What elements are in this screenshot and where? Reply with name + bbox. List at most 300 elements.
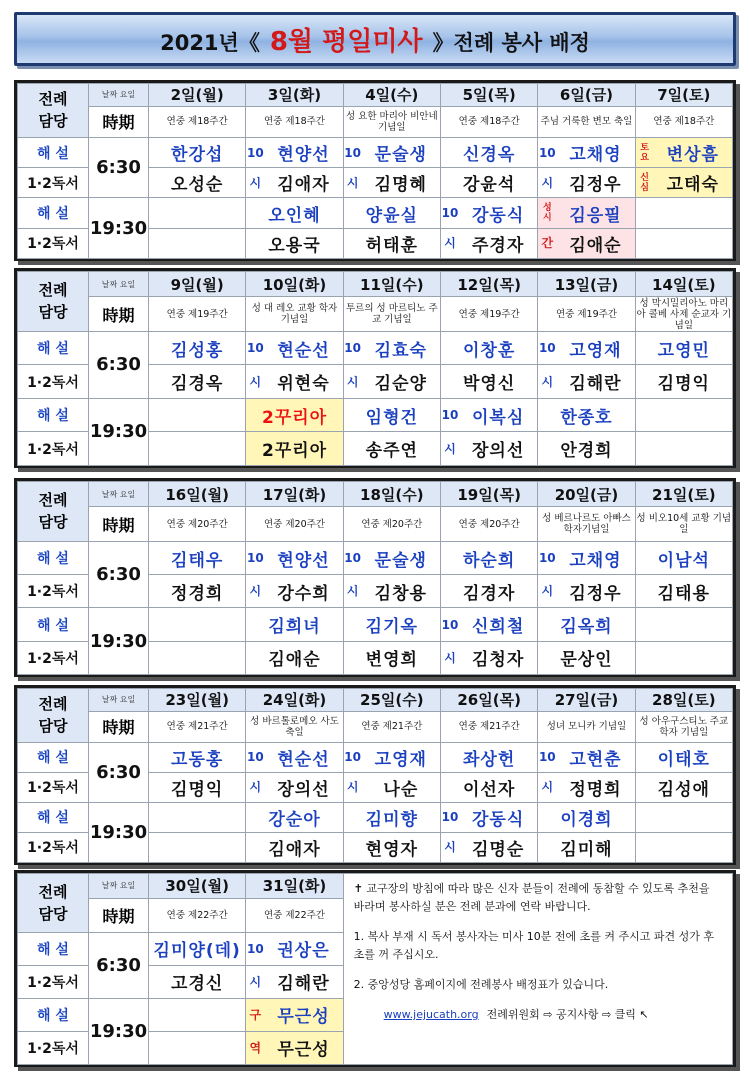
slot-tag: 10 (344, 750, 361, 765)
assignment-cell (635, 772, 732, 802)
liturgical-day: 연중 제22주간 (246, 898, 343, 932)
reader-name: 김창용 (374, 583, 427, 604)
role-header-cell (18, 272, 89, 332)
assignment-cell (538, 198, 635, 228)
liturgical-day: 연중 제20주간 (440, 507, 537, 542)
assignment-cell (440, 772, 537, 802)
assignment-cell (635, 541, 732, 574)
reader-name: 나순 (383, 779, 419, 800)
assignment-cell (635, 432, 732, 466)
slot-tag: 역 (249, 1040, 262, 1055)
date-cell: 24일(화) (246, 689, 343, 712)
reader-name: 김명익 (657, 374, 710, 395)
commentator-name: 2꾸리아 (261, 407, 328, 428)
reader-name: 송주연 (365, 441, 418, 462)
week-table (17, 271, 733, 466)
assignment-cell (635, 398, 732, 432)
role-label: 해 설 (18, 742, 89, 772)
role-header-cell (18, 482, 89, 542)
liturgical-day: 연중 제20주간 (343, 507, 440, 542)
assignment-cell (635, 198, 732, 228)
reader-name: 이선자 (463, 779, 516, 800)
assignment-cell (635, 137, 732, 167)
assignment-cell (440, 608, 537, 641)
commentator-name: 고영재 (569, 340, 622, 361)
commentator-name: 현순선 (277, 340, 330, 361)
week-table (17, 481, 733, 675)
date-cell: 17일(화) (246, 482, 343, 507)
liturgical-day: 연중 제21주간 (440, 711, 537, 742)
role-label: 1·2독서 (18, 228, 89, 258)
reader-name: 김성애 (657, 779, 710, 800)
role-label: 해 설 (18, 137, 89, 167)
commentator-name: 고동홍 (171, 749, 224, 770)
slot-tag: 10 (538, 551, 556, 566)
reader-name: 주경자 (472, 235, 525, 256)
reader-name: 오용국 (268, 235, 321, 256)
assignment-cell (343, 772, 440, 802)
reader-name: 강윤석 (463, 175, 516, 196)
commentator-name: 문술생 (374, 550, 427, 571)
date-cell: 14일(토) (635, 272, 732, 297)
slot-tag: 시 (346, 584, 359, 599)
date-cell: 2일(월) (149, 84, 246, 107)
commentator-name: 한강섭 (171, 145, 224, 166)
reader-name: 장의선 (277, 779, 330, 800)
period-label: 時期 (89, 507, 149, 542)
assignment-cell (246, 575, 343, 608)
reader-name: 김애자 (268, 839, 321, 860)
liturgical-day: 성 비오10세 교황 기념일 (635, 507, 732, 542)
date-label-cell: 날짜 요일 (89, 689, 149, 712)
slot-tag: 10 (246, 750, 264, 765)
assignment-cell (149, 228, 246, 258)
assignment-cell (246, 742, 343, 772)
commentator-name: 권상은 (277, 941, 330, 962)
date-cell: 7일(토) (635, 84, 732, 107)
mass-time: 19:30 (89, 608, 149, 675)
role-label: 해 설 (18, 198, 89, 228)
commentator-name: 현양선 (277, 550, 330, 571)
assignment-cell (538, 575, 635, 608)
role-header-damdang: 담당 (38, 904, 68, 923)
note-3: 2. 중앙성당 홈페이지에 전례봉사 배정표가 있습니다. (353, 978, 609, 991)
week-table (17, 83, 733, 259)
reader-name: 김명혜 (374, 175, 427, 196)
assignment-cell (246, 965, 343, 998)
role-label: 1·2독서 (18, 1031, 89, 1064)
slot-tag: 시 (444, 236, 456, 251)
slot-tag: 시 (444, 650, 456, 665)
commentator-name: 김태우 (171, 550, 224, 571)
assignment-cell (440, 398, 537, 432)
date-label-cell: 날짜 요일 (89, 482, 149, 507)
liturgical-day: 연중 제22주간 (149, 898, 246, 932)
slot-tag: 10 (344, 145, 361, 160)
assignment-cell (343, 802, 440, 832)
week-block (14, 80, 736, 261)
assignment-cell (246, 541, 343, 574)
date-cell: 26일(목) (440, 689, 537, 712)
assignment-cell (149, 575, 246, 608)
week-block (14, 478, 736, 677)
assignment-cell (538, 608, 635, 641)
reader-name: 정경희 (171, 583, 224, 604)
commentator-name: 고영재 (374, 749, 427, 770)
slot-tag: 신 심 (640, 172, 649, 193)
assignment-cell (343, 608, 440, 641)
date-label-cell: 날짜 요일 (89, 874, 149, 899)
notes-panel (343, 874, 732, 1065)
assignment-cell (246, 398, 343, 432)
slot-tag: 10 (441, 810, 459, 825)
commentator-name: 고채영 (569, 145, 622, 166)
assignment-cell (440, 802, 537, 832)
assignment-cell (149, 608, 246, 641)
mass-time: 19:30 (89, 802, 149, 862)
assignment-cell (246, 198, 343, 228)
assignment-cell (343, 832, 440, 862)
assignment-cell (149, 198, 246, 228)
reader-name: 김경자 (463, 583, 516, 604)
assignment-cell (343, 331, 440, 365)
assignment-cell (149, 541, 246, 574)
assignment-cell (538, 331, 635, 365)
reader-name: 장의선 (472, 441, 525, 462)
commentator-name: 김기옥 (365, 617, 418, 638)
slot-tag: 10 (441, 617, 459, 632)
role-label: 1·2독서 (18, 168, 89, 198)
reader-name: 김정우 (569, 175, 622, 196)
assignment-cell (440, 742, 537, 772)
liturgical-day: 성 베르나르도 아빠스학자기념일 (538, 507, 635, 542)
assignment-cell (538, 772, 635, 802)
assignment-cell (246, 432, 343, 466)
slot-tag: 시 (346, 175, 359, 190)
mass-time: 6:30 (89, 331, 149, 398)
commentator-name: 김옥희 (560, 617, 613, 638)
week-table (17, 688, 733, 863)
role-label: 해 설 (18, 608, 89, 641)
commentator-name: 문술생 (374, 145, 427, 166)
commentator-name: 양윤실 (365, 205, 418, 226)
slot-tag: 10 (538, 341, 556, 356)
commentator-name: 이남석 (657, 550, 710, 571)
role-label: 해 설 (18, 802, 89, 832)
role-label: 1·2독서 (18, 772, 89, 802)
homepage-link[interactable]: www.jejucath.org (383, 1008, 479, 1021)
liturgical-day: 연중 제18주간 (149, 106, 246, 137)
commentator-name: 이태호 (657, 749, 710, 770)
assignment-cell (538, 137, 635, 167)
assignment-cell (538, 802, 635, 832)
note-link-line (354, 1006, 722, 1024)
date-cell: 11일(수) (343, 272, 440, 297)
slot-tag: 10 (441, 408, 459, 423)
commentator-name: 무근성 (277, 1007, 330, 1028)
slot-tag: 10 (538, 750, 556, 765)
assignment-cell (538, 832, 635, 862)
slot-tag: 구 (249, 1007, 262, 1022)
date-cell: 23일(월) (149, 689, 246, 712)
slot-tag: 시 (444, 840, 456, 855)
reader-name: 현영자 (365, 839, 418, 860)
reader-name: 김경옥 (171, 374, 224, 395)
assignment-cell (343, 228, 440, 258)
assignment-cell (635, 365, 732, 399)
date-cell: 30일(월) (149, 874, 246, 899)
assignment-cell (538, 432, 635, 466)
reader-name: 정명희 (569, 779, 622, 800)
date-cell: 25일(수) (343, 689, 440, 712)
role-header-jeonrye: 전례 (38, 882, 68, 901)
date-label-cell: 날짜 요일 (89, 84, 149, 107)
mass-time: 6:30 (89, 742, 149, 802)
commentator-name: 변상흠 (666, 145, 719, 166)
role-header-jeonrye: 전례 (38, 281, 68, 300)
commentator-name: 현순선 (277, 749, 330, 770)
role-header-cell (18, 689, 89, 743)
assignment-cell (246, 168, 343, 198)
date-cell: 10일(화) (246, 272, 343, 297)
assignment-cell (149, 832, 246, 862)
reader-name: 2꾸리아 (261, 441, 328, 462)
assignment-cell (635, 608, 732, 641)
week-table (17, 873, 733, 1065)
assignment-cell (149, 365, 246, 399)
reader-name: 문상인 (560, 650, 613, 671)
assignment-cell (440, 365, 537, 399)
slot-tag: 10 (246, 145, 264, 160)
date-cell: 12일(목) (440, 272, 537, 297)
date-cell: 16일(월) (149, 482, 246, 507)
page-title (160, 21, 590, 58)
liturgical-day: 성 대 레오 교황 학자 기념일 (246, 297, 343, 332)
assignment-cell (246, 998, 343, 1031)
liturgical-day: 성 요한 마리아 비안네 기념일 (343, 106, 440, 137)
commentator-name: 신경옥 (463, 145, 516, 166)
slot-tag: 10 (344, 551, 361, 566)
commentator-name: 오인혜 (268, 205, 321, 226)
title-highlight: 8월 평일미사 (269, 26, 423, 57)
note-1: ✝ 교구장의 방침에 따라 많은 신자 분들이 전례에 동참할 수 있도록 추천을 바라며 봉사하실 분은 전례 분과에 연락 바랍니다. (353, 882, 710, 913)
assignment-cell (149, 802, 246, 832)
week-block (14, 685, 736, 865)
liturgical-day: 연중 제18주간 (246, 106, 343, 137)
reader-name: 안경희 (560, 441, 613, 462)
assignment-cell (149, 398, 246, 432)
assignment-cell (635, 742, 732, 772)
assignment-cell (246, 772, 343, 802)
commentator-name: 강동식 (472, 809, 525, 830)
liturgical-day: 성 아우구스티노 주교학자 기념일 (635, 711, 732, 742)
role-header-jeonrye: 전례 (38, 90, 68, 109)
commentator-name: 고채영 (569, 550, 622, 571)
assignment-cell (343, 541, 440, 574)
assignment-cell (149, 965, 246, 998)
date-cell: 27일(금) (538, 689, 635, 712)
assignment-cell (440, 832, 537, 862)
role-label: 1·2독서 (18, 432, 89, 466)
reader-name: 김청자 (472, 650, 525, 671)
slot-tag: 10 (538, 145, 556, 160)
reader-name: 김순양 (374, 374, 427, 395)
commentator-name: 강동식 (472, 205, 525, 226)
assignment-cell (343, 168, 440, 198)
slot-tag: 성 시 (542, 203, 552, 224)
assignment-cell (343, 137, 440, 167)
liturgical-day: 성 막시밀리아노 마리아 콜베 사제 순교자 기념일 (636, 297, 732, 331)
mass-time: 6:30 (89, 541, 149, 608)
assignment-cell (440, 137, 537, 167)
date-cell: 5일(목) (440, 84, 537, 107)
assignment-cell (149, 168, 246, 198)
assignment-cell (246, 365, 343, 399)
mass-time: 6:30 (89, 932, 149, 998)
slot-tag: 시 (249, 374, 262, 389)
assignment-cell (635, 802, 732, 832)
role-label: 1·2독서 (18, 832, 89, 862)
role-label: 1·2독서 (18, 965, 89, 998)
slot-tag: 시 (541, 175, 554, 190)
reader-name: 위현숙 (277, 374, 330, 395)
assignment-cell (246, 802, 343, 832)
slot-tag: 간 (541, 236, 554, 251)
assignment-cell (149, 1031, 246, 1064)
assignment-cell (246, 331, 343, 365)
assignment-cell (246, 641, 343, 674)
reader-name: 김애순 (569, 235, 622, 256)
assignment-cell (149, 932, 246, 965)
slot-tag: 시 (541, 374, 554, 389)
note-2: 1. 복사 부재 시 독서 봉사자는 미사 10분 전에 초를 켜 주시고 파견 성가 후 초를 꺼 주십시오. (353, 930, 715, 961)
commentator-name: 이복심 (472, 407, 525, 428)
assignment-cell (440, 198, 537, 228)
slot-tag: 시 (249, 780, 262, 795)
assignment-cell (440, 575, 537, 608)
liturgical-day: 연중 제19주간 (538, 297, 635, 332)
assignment-cell (635, 641, 732, 674)
role-label: 1·2독서 (18, 575, 89, 608)
assignment-cell (635, 832, 732, 862)
commentator-name: 신희철 (472, 617, 525, 638)
assignment-cell (149, 137, 246, 167)
slot-tag: 시 (249, 974, 262, 989)
assignment-cell (149, 641, 246, 674)
role-header-jeonrye: 전례 (38, 695, 68, 714)
period-label: 時期 (89, 898, 149, 932)
assignment-cell (635, 331, 732, 365)
slot-tag: 시 (444, 441, 456, 456)
slot-tag: 시 (249, 175, 262, 190)
commentator-name: 임형건 (365, 407, 418, 428)
assignment-cell (246, 832, 343, 862)
assignment-cell (440, 168, 537, 198)
role-label: 해 설 (18, 998, 89, 1031)
assignment-cell (440, 331, 537, 365)
liturgical-day: 연중 제21주간 (343, 711, 440, 742)
commentator-name: 좌상헌 (463, 749, 516, 770)
liturgical-day: 연중 제18주간 (440, 106, 537, 137)
assignment-cell (149, 331, 246, 365)
slot-tag: 10 (441, 206, 459, 221)
slot-tag: 토 요 (640, 142, 649, 163)
role-header-damdang: 담당 (38, 717, 68, 736)
assignment-cell (538, 365, 635, 399)
week-block (14, 870, 736, 1067)
role-label: 해 설 (18, 331, 89, 365)
assignment-cell (635, 575, 732, 608)
date-cell: 28일(토) (635, 689, 732, 712)
assignment-cell (246, 228, 343, 258)
date-cell: 19일(목) (440, 482, 537, 507)
assignment-cell (440, 228, 537, 258)
liturgical-day: 연중 제20주간 (246, 507, 343, 542)
assignment-cell (343, 198, 440, 228)
date-cell: 4일(수) (343, 84, 440, 107)
title-banner (14, 12, 736, 66)
assignment-cell (343, 365, 440, 399)
assignment-cell (635, 228, 732, 258)
assignment-cell (149, 998, 246, 1031)
slot-tag: 10 (246, 341, 264, 356)
week-block (14, 268, 736, 468)
assignment-cell (343, 575, 440, 608)
slot-tag: 시 (541, 584, 554, 599)
reader-name: 변영희 (365, 650, 418, 671)
liturgical-day: 연중 제18주간 (635, 106, 732, 137)
period-label: 時期 (89, 297, 149, 332)
reader-name: 김해란 (277, 974, 330, 995)
assignment-cell (343, 432, 440, 466)
commentator-name: 하순희 (463, 550, 516, 571)
commentator-name: 김희녀 (268, 617, 321, 638)
reader-name: 오성순 (171, 175, 224, 196)
assignment-cell (149, 742, 246, 772)
mass-time: 19:30 (89, 998, 149, 1064)
reader-name: 강수희 (277, 583, 330, 604)
date-cell: 3일(화) (246, 84, 343, 107)
commentator-name: 김미향 (365, 809, 418, 830)
role-header-cell (18, 84, 89, 138)
assignment-cell (246, 1031, 343, 1064)
slot-tag: 시 (346, 374, 359, 389)
commentator-name: 강순아 (268, 809, 321, 830)
slot-tag: 10 (246, 551, 264, 566)
mass-time: 19:30 (89, 398, 149, 465)
role-label: 해 설 (18, 398, 89, 432)
assignment-cell (538, 742, 635, 772)
slot-tag: 10 (246, 941, 264, 956)
role-header-cell (18, 874, 89, 933)
commentator-name: 김성홍 (171, 340, 224, 361)
date-cell: 6일(금) (538, 84, 635, 107)
date-label-cell: 날짜 요일 (89, 272, 149, 297)
assignment-cell (538, 228, 635, 258)
assignment-cell (538, 168, 635, 198)
liturgical-day: 연중 제20주간 (149, 507, 246, 542)
role-label: 1·2독서 (18, 641, 89, 674)
commentator-name: 고현춘 (569, 749, 622, 770)
date-cell: 18일(수) (343, 482, 440, 507)
liturgical-day: 투르의 성 마르티노 주교 기념일 (343, 297, 440, 332)
slot-tag: 시 (346, 780, 359, 795)
mass-time: 6:30 (89, 137, 149, 198)
title-prefix: 2021년《 (160, 30, 260, 55)
date-cell: 21일(토) (635, 482, 732, 507)
reader-name: 고경신 (171, 974, 224, 995)
commentator-name: 김미양(데) (153, 941, 241, 962)
